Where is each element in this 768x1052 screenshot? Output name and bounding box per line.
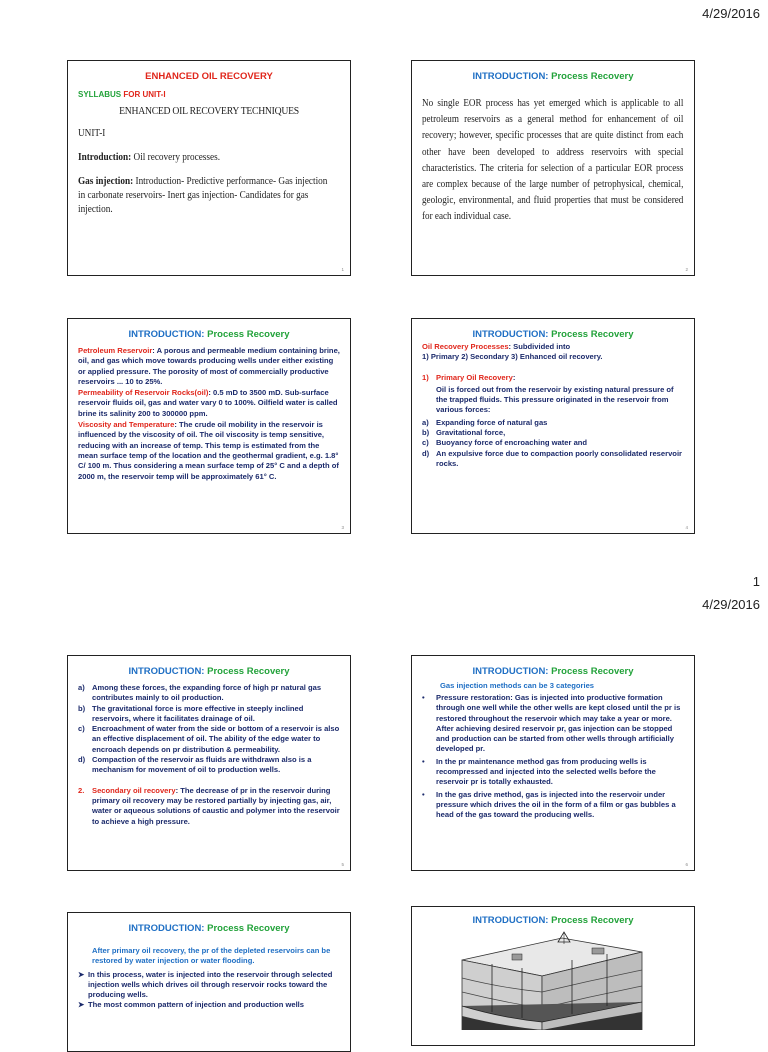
- arrow-item: [78, 970, 340, 1001]
- title-topic: Process Recovery: [548, 915, 634, 926]
- list-marker: c): [422, 438, 429, 448]
- bullet-item: [422, 693, 684, 755]
- bullet-item: [422, 757, 684, 788]
- force-text: Expanding force of natural gas: [436, 417, 548, 427]
- arrow-bullet-icon: ➤: [78, 1000, 85, 1010]
- force-text: Gravitational force,: [436, 428, 506, 438]
- force-item: [422, 418, 684, 428]
- processes-text: : Subdivided into: [508, 342, 571, 351]
- list-item: [78, 683, 340, 704]
- bullet-text: In the pr maintenance method gas from producing wells is recompressed and injected into the selected wells before the reservoir pr is totally exhausted.: [436, 756, 656, 787]
- title-prefix: INTRODUCTION:: [128, 666, 205, 677]
- slide-title: [422, 915, 684, 926]
- bullet-text: In the gas drive method, gas is injected into the reservoir under pressure which drives the oil in the form of a film or gas bubbles a head of the gas toward the producing wells.: [436, 789, 676, 820]
- arrow-text: In this process, water is injected into the reservoir through selected injection wells which drives oil through reservoir rocks toward the producing wells.: [88, 969, 333, 1000]
- syllabus-label: SYLLABUS: [78, 90, 122, 99]
- title-topic: Process Recovery: [204, 666, 290, 677]
- force-text: Buoyancy force of encroaching water and: [436, 438, 588, 448]
- scan-title: ENHANCED OIL RECOVERY TECHNIQUES: [119, 105, 299, 117]
- definition-text: : 0.5 mD to 3500 mD. Sub-surface reservoir fluids oil, gas and water vary 0 to 100%. Oilfield water is called brine its salinity 200 to 300000 ppm.: [78, 388, 338, 418]
- definition-block: [78, 388, 340, 419]
- primary-text: Oil is forced out from the reservoir by existing natural pressure of the trapped fluids. This pressure originated in the reservoir from various forces:: [436, 384, 674, 415]
- recovery-processes: [422, 342, 684, 469]
- slide-5: [67, 655, 351, 871]
- slide-title: [78, 666, 340, 677]
- title-prefix: INTRODUCTION:: [472, 71, 549, 82]
- title-topic: Process Recovery: [548, 71, 634, 82]
- definition-term: Viscosity and Temperature: [78, 420, 175, 430]
- slide-number: 5: [341, 862, 344, 867]
- introduction-line: [78, 151, 336, 165]
- list-marker: d): [78, 755, 86, 765]
- primary-label: Primary Oil Recovery: [436, 372, 513, 382]
- bullet-icon: •: [422, 756, 425, 766]
- primary-colon: :: [512, 372, 516, 382]
- force-item: [422, 428, 684, 438]
- list-marker: 1): [422, 372, 429, 382]
- unit-label: UNIT-I: [78, 128, 106, 139]
- slide-number: 4: [685, 525, 688, 530]
- forces-discussion: [78, 683, 340, 827]
- slide-3: [67, 318, 351, 534]
- list-marker: b): [422, 428, 430, 438]
- slide-4: [411, 318, 695, 534]
- gas-injection-categories: [422, 693, 684, 821]
- slide-2: [411, 60, 695, 276]
- slide-title: [422, 329, 684, 340]
- slide-title: [78, 329, 340, 340]
- secondary-text: : The decrease of pr in the reservoir during primary oil recovery may be restored partially by injecting gas, air, water or aqueous solutions of caustic and polymer into the reservoir to achieve a high pressure.: [92, 785, 340, 826]
- slide-number: 3: [341, 525, 344, 530]
- reservoir-definitions: [78, 346, 340, 482]
- slide-7: [67, 912, 351, 1052]
- list-text: The gravitational force is more effective in steeply inclined reservoirs, where it facilitates drainage of oil.: [92, 703, 304, 723]
- page-number: 1: [752, 574, 760, 589]
- eor-paragraph: No single EOR process has yet emerged which is applicable to all petroleum reservoirs as a general method for enhancement of oil recovery; however, specific processes that are quite distinct from each other have been developed to address reservoirs with special characteristics. The criteria for selection of a particular EOR process are complex because of the large number of petrophysical, chemical, geologic, environmental, and fluid properties that must be considered for each individual case.: [422, 98, 684, 223]
- list-marker: a): [78, 683, 85, 692]
- title-topic: Process Recovery: [548, 666, 634, 677]
- definition-term: Petroleum Reservoir: [78, 346, 153, 355]
- bullet-icon: •: [422, 789, 425, 799]
- water-flooding-list: [78, 970, 340, 1011]
- definition-text: : A porous and permeable medium containing brine, oil, and gas which move towards producing wells under either existing or applied pressure. The porosity of most of commercially productive reservoirs ... 10 to 25%.: [78, 346, 340, 386]
- syllabus-heading: [78, 90, 340, 99]
- gas-injection-label: Gas injection:: [78, 176, 134, 187]
- definition-text: : The crude oil mobility in the reservoir is influenced by the viscosity of oil. The oil viscosity is temp sensitive, reducing with an increase of temp. This temp is estimated from the mean surface temp of the location and the geothermal gradient, e.g. 1.8° C/ 100 m. Thus considering a mean surface temp of 25° C and a depth of 2000 m, the reservoir temp will be approximately 61° C.: [78, 420, 339, 481]
- arrow-text: The most common pattern of injection and production wells: [88, 1000, 305, 1010]
- force-item: [422, 438, 684, 448]
- arrow-item: [78, 1000, 340, 1010]
- list-text: Compaction of the reservoir as fluids are withdrawn also is a mechanism for movement of oil to production wells.: [92, 755, 312, 775]
- processes-list: 1) Primary 2) Secondary 3) Enhanced oil recovery.: [422, 352, 603, 362]
- secondary-recovery: [78, 786, 340, 827]
- water-flooding-subtitle: After primary oil recovery, the pr of the depleted reservoirs can be restored by water injection or water flooding.: [92, 946, 331, 966]
- slide-number: 2: [685, 267, 688, 272]
- slide-8: [411, 906, 695, 1046]
- gas-injection-text: Introduction- Predictive performance- Gas injection in carbonate reservoirs- Inert gas injection- Candidates for gas injection.: [78, 176, 328, 215]
- bullet-text: Pressure restoration: Gas is injected into productive formation through one well while the other wells are kept closed until the pr is restored throughout the reservoir which may take a year or more. After achieving desired reservoir pr, gas injection can be stopped and production can be started from other wells through artificially developed pr.: [436, 693, 681, 754]
- syllabus-unit: FOR UNIT-I: [121, 90, 166, 99]
- slide-title: [422, 71, 684, 82]
- slide-title: ENHANCED OIL RECOVERY: [145, 71, 273, 82]
- slide-6: [411, 655, 695, 871]
- slide-title: [78, 923, 340, 934]
- introduction-text: Oil recovery processes.: [131, 152, 221, 163]
- title-prefix: INTRODUCTION:: [472, 915, 549, 926]
- list-text: Encroachment of water from the side or bottom of a reservoir is also an effective displacement of oil. The ability of the edge water to encroach depends on pr distribution & permeability.: [92, 724, 340, 754]
- scanned-syllabus: [78, 105, 340, 217]
- title-prefix: INTRODUCTION:: [472, 329, 549, 340]
- list-marker: 2.: [78, 785, 85, 795]
- list-item: [78, 755, 340, 776]
- slide-number: 6: [685, 862, 688, 867]
- definition-block: [78, 420, 340, 482]
- gas-injection-line: [78, 175, 336, 217]
- list-marker: d): [422, 448, 430, 458]
- processes-label: Oil Recovery Processes: [422, 342, 509, 351]
- slide-number: 1: [341, 267, 344, 272]
- title-topic: Process Recovery: [548, 329, 634, 340]
- gas-injection-subtitle: Gas injection methods can be 3 categories: [440, 681, 595, 690]
- title-prefix: INTRODUCTION:: [128, 329, 205, 340]
- force-text: An expulsive force due to compaction poorly consolidated reservoir rocks.: [436, 448, 683, 468]
- processes-line: [422, 342, 684, 352]
- title-topic: Process Recovery: [204, 923, 290, 934]
- list-marker: a): [422, 417, 429, 427]
- title-prefix: INTRODUCTION:: [128, 923, 205, 934]
- slide-title: [422, 666, 684, 677]
- force-item: [422, 449, 684, 470]
- title-topic: Process Recovery: [204, 329, 290, 340]
- list-marker: c): [78, 724, 85, 734]
- bullet-icon: •: [422, 693, 425, 702]
- list-item: [78, 704, 340, 725]
- page-date: 4/29/2016: [702, 6, 760, 21]
- list-item: [78, 724, 340, 755]
- list-marker: b): [78, 703, 86, 713]
- secondary-label: Secondary oil recovery: [92, 785, 176, 795]
- primary-heading: [422, 373, 684, 383]
- list-text: Among these forces, the expanding force of high pr natural gas contributes mainly to oil production.: [92, 683, 322, 703]
- definition-block: [78, 346, 340, 387]
- slide-1: [67, 60, 351, 276]
- introduction-label: Introduction:: [78, 152, 132, 163]
- definition-term: Permeability of Reservoir Rocks(oil): [78, 388, 209, 398]
- oilfield-cross-section-illustration: [452, 930, 652, 1030]
- arrow-bullet-icon: ➤: [78, 969, 85, 979]
- bullet-item: [422, 790, 684, 821]
- title-prefix: INTRODUCTION:: [472, 666, 549, 677]
- page-date: 4/29/2016: [702, 597, 760, 612]
